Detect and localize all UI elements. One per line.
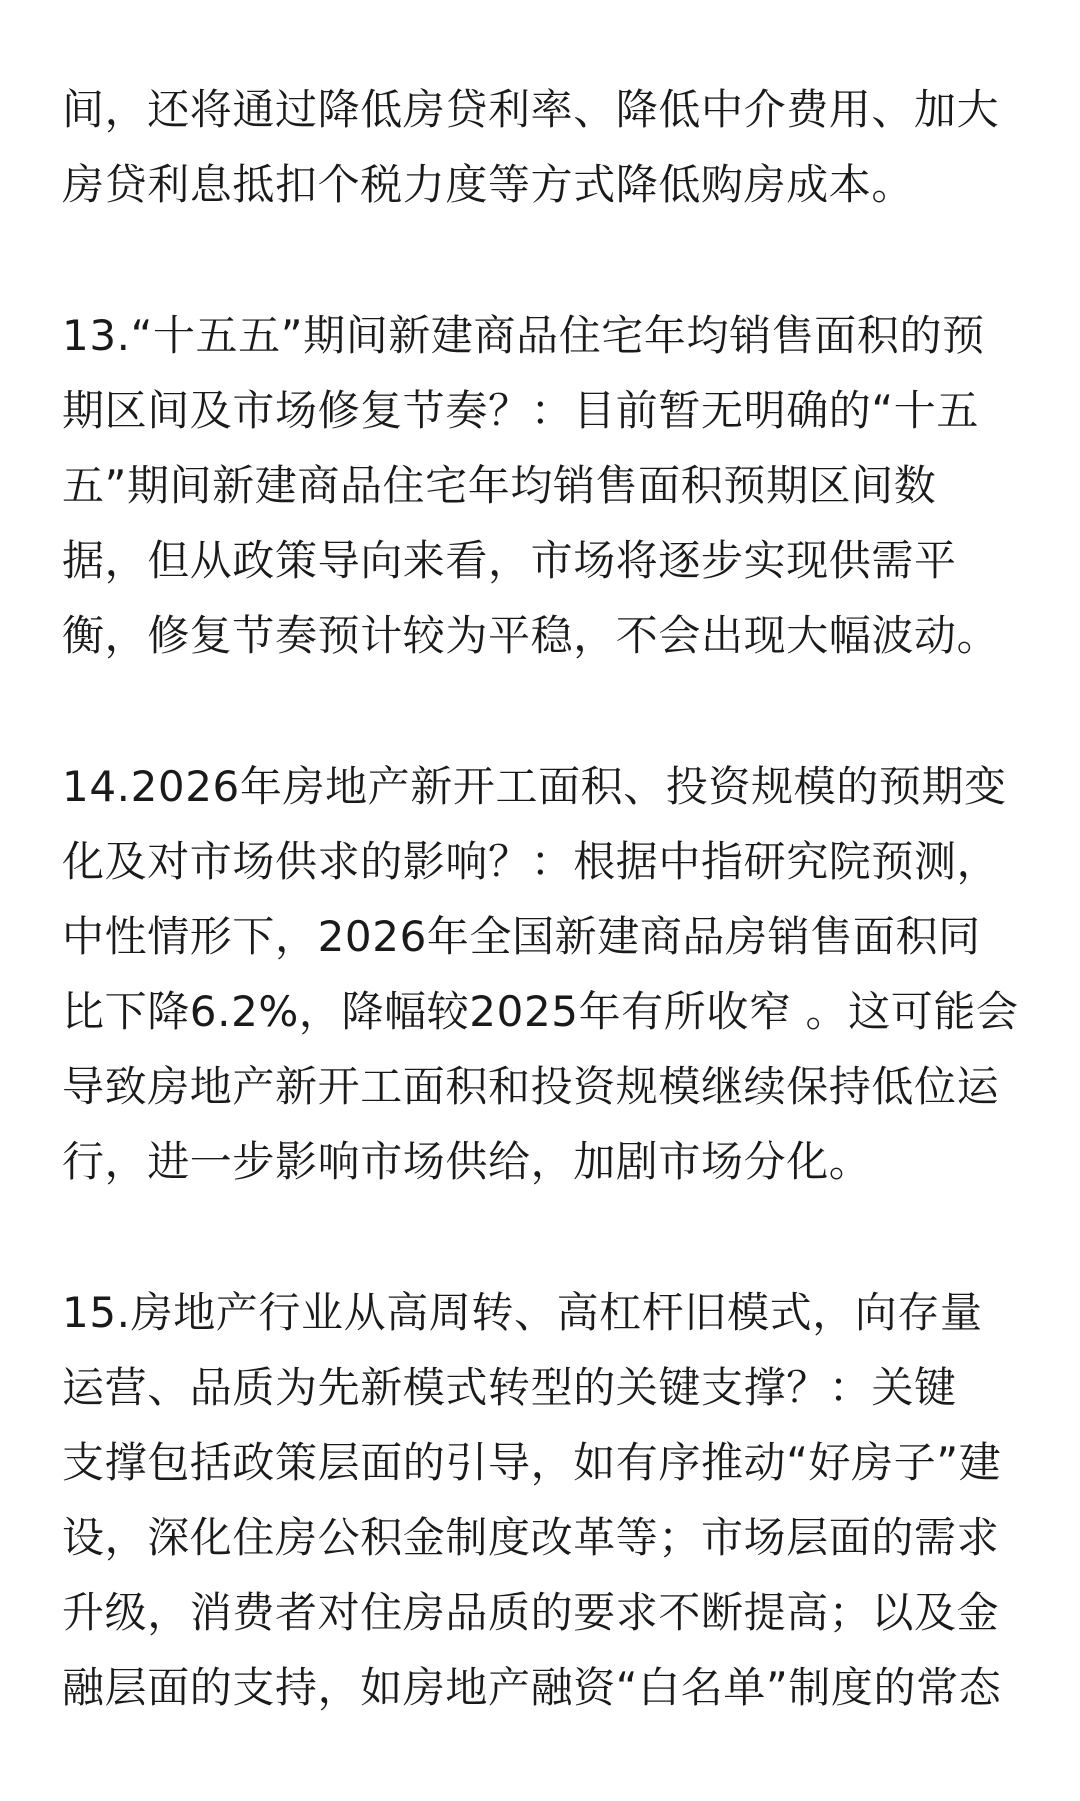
text-line: 导致房地产新开工面积和投资规模继续保持低位运 (62, 1062, 1000, 1111)
text-line: 据，但从政策导向来看，市场将逐步实现供需平 (62, 536, 957, 585)
text-line: 比下降6.2%，降幅较2025年有所收窄 。这可能会 (62, 987, 1019, 1036)
text-line: 15.房地产行业从高周转、高杠杆旧模式，向存量 (62, 1288, 983, 1337)
text-line: 融层面的支持，如房地产融资“白名单”制度的常态 (62, 1663, 1002, 1712)
paragraph-item-13 (62, 298, 1022, 673)
article-body (62, 72, 1022, 1801)
text-line: 衡，修复节奏预计较为平稳，不会出现大幅波动。 (62, 611, 1000, 660)
text-line: 化及对市场供求的影响？：根据中指研究院预测， (62, 837, 1000, 886)
text-line: 支撑包括政策层面的引导，如有序推动“好房子”建 (62, 1438, 1002, 1487)
text-line: 期区间及市场修复节奏？：目前暂无明确的“十五 (62, 386, 979, 435)
text-line: 13.“十五五”期间新建商品住宅年均销售面积的预 (62, 311, 985, 360)
text-line: 间，还将通过降低房贷利率、降低中介费用、加大 (62, 85, 1000, 134)
text-line: 五”期间新建商品住宅年均销售面积预期区间数 (62, 461, 937, 510)
text-line: 行，进一步影响市场供给，加剧市场分化。 (62, 1137, 872, 1186)
paragraph-item-14 (62, 749, 1022, 1199)
text-line: 14.2026年房地产新开工面积、投资规模的预期变 (62, 762, 1007, 811)
text-line: 房贷利息抵扣个税力度等方式降低购房成本。 (62, 160, 915, 209)
paragraph-item-15 (62, 1275, 1022, 1725)
text-line: 运营、品质为先新模式转型的关键支撑？：关键 (62, 1363, 957, 1412)
text-line: 升级，消费者对住房品质的要求不断提高；以及金 (62, 1588, 1000, 1637)
paragraph-cost-reduction (62, 72, 1022, 222)
text-line: 中性情形下，2026年全国新建商品房销售面积同 (62, 912, 981, 961)
text-line: 设，深化住房公积金制度改革等；市场层面的需求 (62, 1513, 1000, 1562)
